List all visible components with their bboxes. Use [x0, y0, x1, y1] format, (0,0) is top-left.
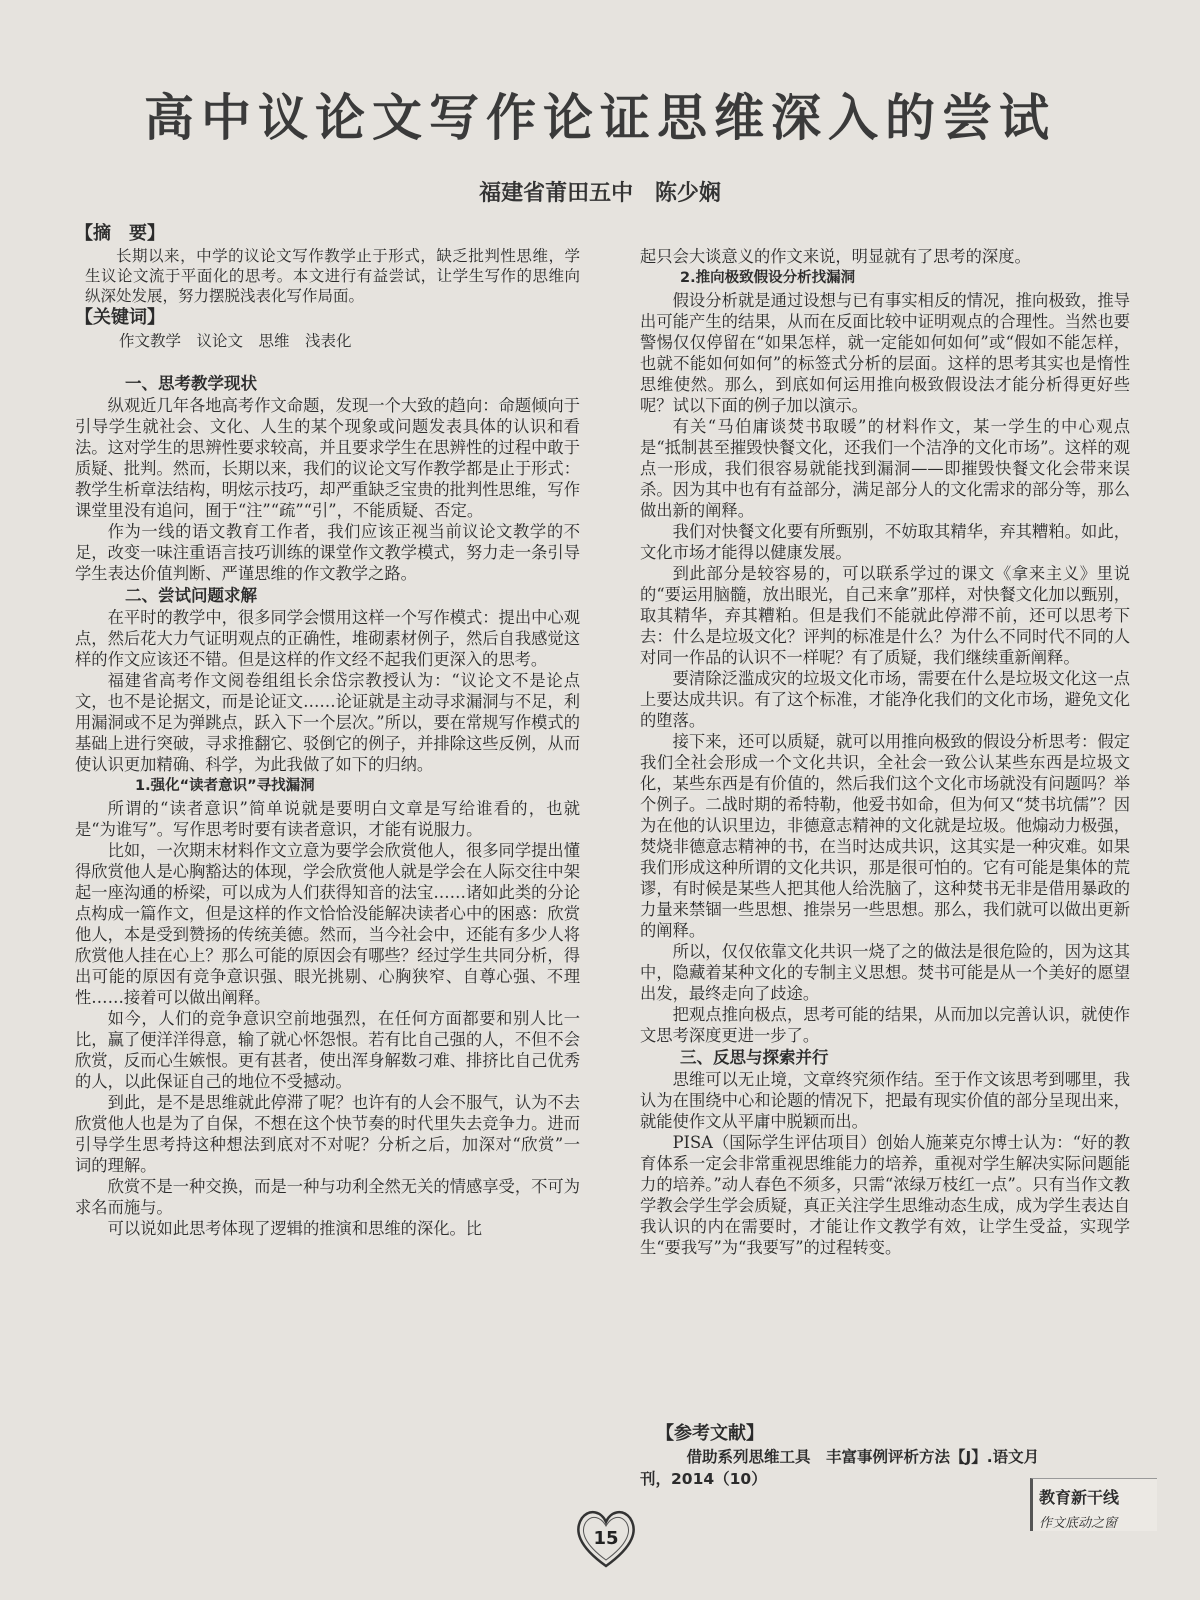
body-paragraph: 把观点推向极点，思考可能的结果，从而加以完善认识，就使作文思考深度更进一步了。	[640, 1005, 1130, 1045]
body-paragraph: 我们对快餐文化要有所甄别，不妨取其精华，弃其糟粕。如此，文化市场才能得以健康发展。	[640, 522, 1130, 562]
body-paragraph: 思维可以无止境，文章终究须作结。至于作文该思考到哪里，我认为在围绕中心和论题的情况下，把最有现实价值的部分呈现出来，就能使作文从平庸中脱颖而出。	[640, 1070, 1130, 1131]
left-body	[75, 372, 580, 1239]
section-heading: 一、思考教学现状	[125, 374, 257, 393]
body-paragraph: 所以，仅仅依靠文化共识一烧了之的做法是很危险的，因为这其中，隐藏着某种文化的专制主义思想。焚书可能是从一个美好的愿望出发，最终走向了歧途。	[640, 942, 1130, 1003]
keywords-label: 【关键词】	[75, 307, 165, 328]
body-paragraph: 起只会大谈意义的作文来说，明显就有了思考的深度。	[640, 247, 1031, 266]
body-paragraph: 欣赏不是一种交换，而是一种与功利全然无关的情感享受，不可为求名而施与。	[75, 1177, 580, 1217]
page-number-heart	[570, 1500, 642, 1572]
author-school: 福建省莆田五中	[479, 180, 634, 206]
abstract-paragraph: 长期以来，中学的议论文写作教学止于形式，缺乏批判性思维，学生议论文流于平面化的思考。本文进行有益尝试，让学生写作的思维向纵深处发展，努力摆脱浅表化写作局面。	[85, 247, 580, 305]
heart-icon	[570, 1500, 642, 1572]
reference-item: 刊，2014（10）	[640, 1470, 767, 1488]
article-title: 高中议论文写作论证思维深入的尝试	[144, 89, 1056, 147]
body-paragraph: 在平时的教学中，很多同学会惯用这样一个写作模式：提出中心观点，然后花大力气证明观点的正确性，堆砌素材例子，然后自我感觉这样的作文应该还不错。但是这样的作文经不起我们更深入的思考。	[75, 608, 580, 669]
body-paragraph: 接下来，还可以质疑，就可以用推向极致的假设分析思考：假定我们全社会形成一个文化共识，全社会一致公认某些东西是垃圾文化，某些东西是有价值的，然后我们这个文化市场就没有问题吗？举个例子。二战时期的希特勒，他爱书如命，但为何又“焚书坑儒”？因为在他的认识里边，非德意志精神的文化就是垃圾。他煽动力极强，焚烧非德意志精神的书，在当时达成共识，这其实是一种灾难。如果我们形成这种所谓的文化共识，那是很可怕的。它有可能是集体的荒谬，有时候是某些人把其他人给洗脑了，这种焚书无非是借用暴政的力量来禁锢一些思想、推崇另一些思想。那么，我们就可以做出更新的阐释。	[640, 732, 1130, 940]
body-paragraph: 有关“马伯庸谈焚书取暖”的材料作文，某一学生的中心观点是“抵制甚至摧毁快餐文化，还我们一个洁净的文化市场”。这样的观点一形成，我们很容易就能找到漏洞——即摧毁快餐文化会带来误杀。因为其中也有有益部分，满足部分人的文化需求的部分等，那么做出新的阐释。	[640, 417, 1130, 520]
body-paragraph: 如今，人们的竞争意识空前地强烈，在任何方面都要和别人比一比，赢了便洋洋得意，输了就心怀怨恨。若有比自己强的人，不但不会欣赏，反而心生嫉恨。更有甚者，使出浑身解数刁难、排挤比自己优秀的人，以此保证自己的地位不受撼动。	[75, 1009, 580, 1091]
references-label: 【参考文献】	[656, 1423, 764, 1444]
column-badge	[1030, 1478, 1157, 1531]
body-paragraph: 所谓的“读者意识”简单说就是要明白文章是写给谁看的，也就是“为谁写”。写作思考时要有读者意识，才能有说服力。	[75, 799, 580, 839]
right-body	[640, 246, 1130, 1258]
abstract-text	[85, 246, 580, 306]
body-paragraph: 福建省高考作文阅卷组组长余岱宗教授认为：“议论文不是论点文，也不是论据文，而是论证文……论证就是主动寻求漏洞与不足，利用漏洞或不足为弹跳点，跃入下一个层次。”所以，要在常规写作模式的基础上进行突破，寻求推翻它、驳倒它的例子，并排除这些反例，从而使认识更加精确、科学，为此我做了如下的归纳。	[75, 671, 580, 774]
section-heading: 二、尝试问题求解	[125, 586, 257, 605]
page-number: 15	[593, 1528, 619, 1549]
badge-subtitle: 作文底动之窗	[1039, 1516, 1118, 1531]
right-column	[640, 246, 1130, 1258]
body-paragraph: 假设分析就是通过设想与已有事实相反的情况，推向极致，推导出可能产生的结果，从而在反面比较中证明观点的合理性。当然也要警惕仅仅停留在“如果怎样，就一定能如何如何”或“假如不能怎样，也就不能如何如何”的标签式分析的层面。这样的思考其实也是惰性思维使然。那么，到底如何运用推向极致假设法才能分析得更好些呢？试以下面的例子加以演示。	[640, 291, 1130, 415]
keywords-text: 作文教学 议论文 思维 浅表化	[119, 332, 352, 350]
body-paragraph: 到此，是不是思维就此停滞了呢？也许有的人会不服气，认为不去欣赏他人也是为了自保，不想在这个快节奏的时代里失去竞争力。进而引导学生思考持这种想法到底对不对呢？分析之后，加深对“欣赏”一词的理解。	[75, 1093, 580, 1175]
subsection-heading: 1.强化“读者意识”寻找漏洞	[135, 778, 315, 794]
body-paragraph: 可以说如此思考体现了逻辑的推演和思维的深化。比	[107, 1219, 483, 1238]
body-paragraph: 到此部分是较容易的，可以联系学过的课文《拿来主义》里说的“要运用脑髓，放出眼光，自己来拿”那样，对快餐文化加以甄别，取其精华，弃其糟粕。但是我们不能就此停滞不前，还可以思考下去：什么是垃圾文化？评判的标准是什么？为什么不同时代不同的人对同一作品的认识不一样呢？有了质疑，我们继续重新阐释。	[640, 564, 1130, 667]
left-column	[75, 222, 580, 1239]
reference-item: 借助系列思维工具 丰富事例评析方法【J】.语文月	[686, 1448, 1040, 1466]
badge-title: 教育新干线	[1039, 1488, 1120, 1507]
subsection-heading: 2.推向极致假设分析找漏洞	[680, 270, 856, 286]
section-heading: 三、反思与探索并行	[680, 1048, 829, 1067]
body-paragraph: 比如，一次期末材料作文立意为要学会欣赏他人，很多同学提出懂得欣赏他人是心胸豁达的体现，学会欣赏他人就是学会在人际交往中架起一座沟通的桥梁，可以成为人们获得知音的法宝……诸如此类的分论点构成一篇作文，但是这样的作文恰恰没能解决读者心中的困惑：欣赏他人，本是受到赞扬的传统美德。然而，当今社会中，还能有多少人将欣赏他人挂在心上？那么可能的原因会有哪些？经过学生共同分析，得出可能的原因有竞争意识强、眼光挑剔、心胸狭窄、自尊心强、不理性……接着可以做出阐释。	[75, 841, 580, 1007]
author-byline	[0, 176, 1200, 207]
body-paragraph: 纵观近几年各地高考作文命题，发现一个大致的趋向：命题倾向于引导学生就社会、文化、人生的某个现象或问题发表具体的认识和看法。这对学生的思辨性要求较高，并且要求学生在思辨性的过程中敢于质疑、批判。然而，长期以来，我们的议论文写作教学都是止于形式：教学生析章法结构，明炫示技巧，却严重缺乏宝贵的批判性思维，写作课堂里没有追问，囿于“注”“疏”“引”，不能质疑、否定。	[75, 396, 580, 520]
body-paragraph: 要清除泛滥成灾的垃圾文化市场，需要在什么是垃圾文化这一点上要达成共识。有了这个标准，才能净化我们的文化市场，避免文化的堕落。	[640, 669, 1130, 730]
author-name: 陈少娴	[654, 180, 721, 206]
body-paragraph: 作为一线的语文教育工作者，我们应该正视当前议论文教学的不足，改变一味注重语言技巧训练的课堂作文教学模式，努力走一条引导学生表达价值判断、严谨思维的作文教学之路。	[75, 522, 580, 583]
abstract-label: 【摘 要】	[75, 223, 165, 244]
body-paragraph: PISA（国际学生评估项目）创始人施莱克尔博士认为：“好的教育体系一定会非常重视思维能力的培养，重视对学生解决实际问题能力的培养。”动人春色不须多，只需“浓绿万枝红一点”。只有当作文教学教会学生学会质疑，真正关注学生思维动态生成，成为学生表达自我认识的内在需要时，才能让作文教学有效，让学生受益，实现学生“要我写”为“我要写”的过程转变。	[640, 1133, 1130, 1257]
